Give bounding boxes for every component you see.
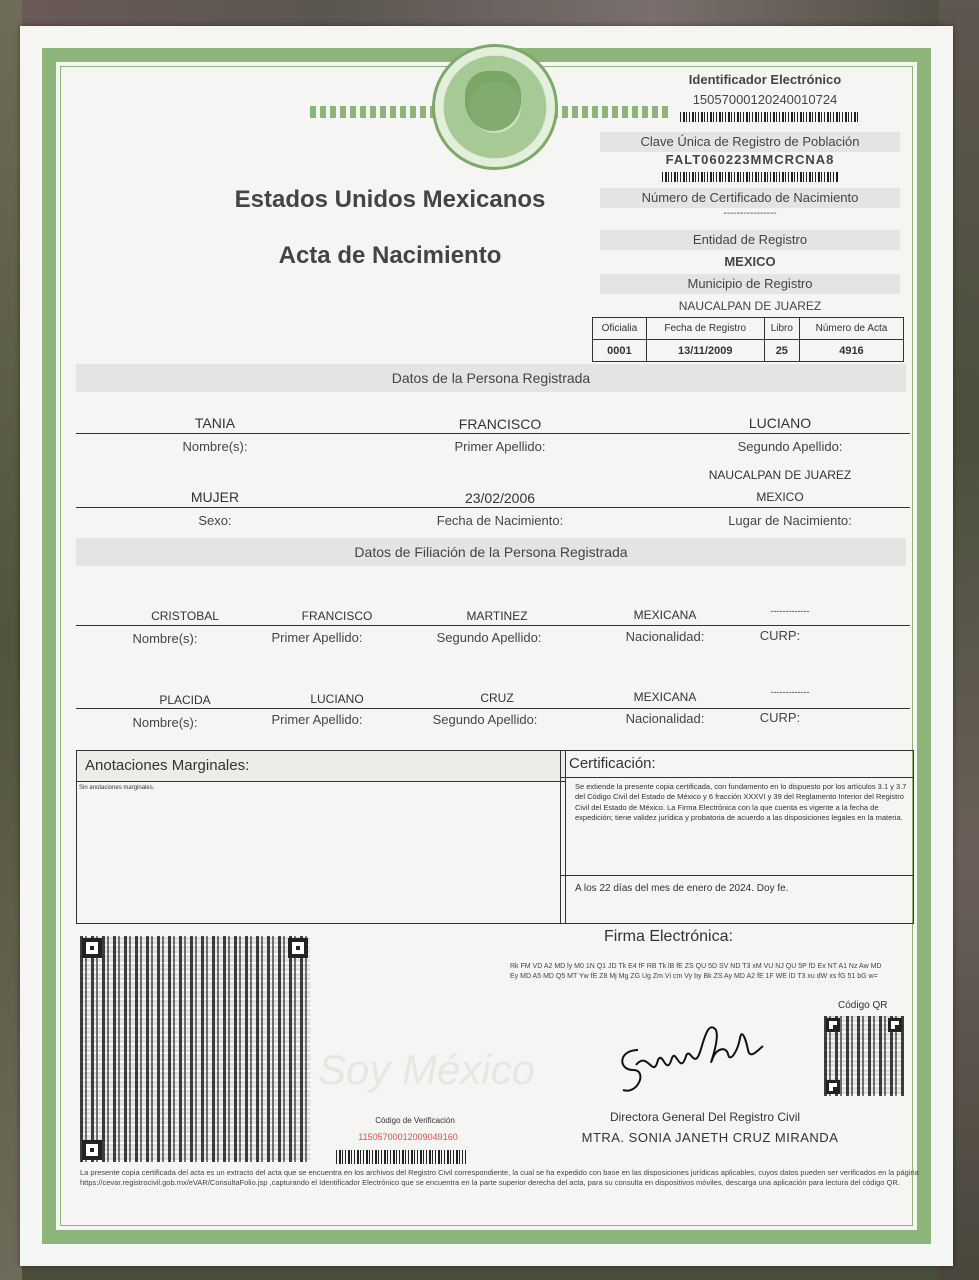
parent2-curp: ------------- [770,687,810,697]
parent1-first-surname: FRANCISCO [301,609,373,623]
parent1-second-surname: MARTINEZ [466,609,528,623]
certification-divider [561,875,913,876]
footer-legal-text: La presente copia certificada del acta es un extracto del acta que se encuentra en los archivos del Registro Civil correspondiente, la cual se ha expedido con base en las disposiciones jurídicas aplicables, cuyos datos pueden ser verificados en la página https://cevar.registrocivil.gob.mx/eVAR/ConsultaFolio.jsp ,capturando el Identificador Electrónico que se encuentra en la parte superior derecha del acta, para su consulta en dispositivos móviles, descarga una aplicación para lectura del código QR. [80,1168,919,1187]
parent2-first-label: Primer Apellido: [271,712,363,727]
annotations-box [76,750,566,924]
verification-barcode [336,1150,466,1164]
curp-label: Clave Única de Registro de Población [640,134,860,149]
person-second-surname-label: Segundo Apellido: [737,439,843,454]
person-sex: MUJER [190,489,240,505]
parent1-name-label: Nombre(s): [132,631,198,646]
annotations-text: Sin anotaciones marginales. [79,785,155,791]
person-birth-date: 23/02/2006 [464,490,536,506]
registry-fecha: 13/11/2009 [646,340,764,362]
annotations-title: Anotaciones Marginales: [77,751,565,782]
person-line-2 [76,507,910,508]
electronic-id-label: Identificador Electrónico [688,72,842,87]
watermark: Soy México [318,1046,536,1093]
cert-number-value: ---------------- [723,208,777,219]
document-title: Acta de Nacimiento [278,242,502,269]
parent1-second-label: Segundo Apellido: [436,630,542,645]
person-second-surname: LUCIANO [748,415,812,431]
person-sex-label: Sexo: [198,513,232,528]
electronic-signature-string: Rk FM VD A2 MD ly M0 1N Q1 JD Tk E4 fF RB Tk lB fE ZS QU 5D SV ND T3 xM VU NJ QU 5P fD Ex NT A1 Nz Aw MD Ey MD A5 MD Q5 MT Yw fE Z8 Mj Mg ZG Ug Zm Vi cm Vy by Bk ZS Ay MD A2 fE 1F WE lD T3 xu dW xs fG 51 bG w= [510,963,882,980]
certification-text: Se extiende la presente copia certificada, con fundamento en lo dispuesto por los artículos 3.1 y 3.7 del Código Civil del Estado de México y 6 fracción XXXVI y 39 del Reglamento Interior del Registro Civil del Estado de México. La Firma Electrónica con la que cuenta es vigente a la fecha de expedición; tiene validez jurídica y probatoria de acuerdo a las disposiciones legales en la materia. [575,782,907,823]
entity-value: MEXICO [724,254,776,269]
handwritten-signature [608,1010,768,1100]
electronic-id-barcode [680,112,860,122]
registry-table [592,317,904,362]
cert-number-label: Número de Certificado de Nacimiento [641,190,859,205]
parent2-second-label: Segundo Apellido: [432,712,538,727]
person-section-title: Datos de la Persona Registrada [76,364,906,392]
person-first-surname-label: Primer Apellido: [454,439,546,454]
greek-frieze-right [542,106,672,118]
electronic-id-value: 15057000120240010724 [692,92,838,107]
director-name: MTRA. SONIA JANETH CRUZ MIRANDA [581,1130,839,1145]
parent2-name-label: Nombre(s): [132,715,198,730]
birth-place-line2: MEXICO [756,490,804,504]
certification-title: Certificación: [561,751,913,778]
parent1-nationality-label: Nacionalidad: [625,629,705,644]
registry-header-fecha: Fecha de Registro [646,318,764,340]
parent2-second-surname: CRUZ [480,691,514,705]
parent1-curp: ------------- [770,606,810,616]
registry-header-libro: Libro [764,318,799,340]
curp-value: FALT060223MMCRCNA8 [665,152,835,167]
curp-barcode [662,172,838,182]
qr-label: Código QR [838,1000,888,1011]
certification-box [560,750,914,924]
parent2-nationality: MEXICANA [633,690,697,704]
person-birth-date-label: Fecha de Nacimiento: [436,513,564,528]
background-left [0,0,22,1280]
parent2-curp-label: CURP: [759,710,801,725]
person-birth-place-label: Lugar de Nacimiento: [728,513,852,528]
registry-oficialia: 0001 [593,340,647,362]
small-qr-code [824,1016,904,1096]
national-coat-of-arms-seal-icon [432,44,558,170]
filiation-section-title: Datos de Filiación de la Persona Registrada [76,538,906,566]
registry-acta: 4916 [799,340,903,362]
person-line-1 [76,433,910,434]
municipio-label: Municipio de Registro [687,276,813,291]
birth-place-line1: NAUCALPAN DE JUAREZ [708,468,852,482]
verification-code-label: Código de Verificación [375,1116,455,1125]
parent2-line [76,708,910,709]
director-role: Directora General Del Registro Civil [609,1110,801,1124]
parent1-line [76,625,910,626]
verification-code: 11505700012009049160 [358,1132,458,1142]
person-first-surname: FRANCISCO [458,416,542,432]
registry-header-oficialia: Oficialia [593,318,647,340]
person-name-label: Nombre(s): [182,439,248,454]
parent1-first-label: Primer Apellido: [271,630,363,645]
registry-libro: 25 [764,340,799,362]
parent1-curp-label: CURP: [759,628,801,643]
parent1-nationality: MEXICANA [633,608,697,622]
parent2-name: PLACIDA [159,693,211,707]
municipio-value: NAUCALPAN DE JUAREZ [678,299,822,313]
certification-date: A los 22 días del mes de enero de 2024. Doy fe. [575,883,789,894]
country-title: Estados Unidos Mexicanos [234,186,546,213]
parent1-name: CRISTOBAL [151,609,219,623]
verification-qr-code [80,936,310,1162]
person-name: TANIA [194,415,236,431]
birth-certificate-paper [20,26,953,1266]
electronic-signature-title: Firma Electrónica: [604,928,733,945]
greek-frieze-left [310,106,440,118]
entity-label: Entidad de Registro [692,232,808,247]
parent2-first-surname: LUCIANO [310,692,364,706]
parent2-nationality-label: Nacionalidad: [625,711,705,726]
registry-header-acta: Número de Acta [799,318,903,340]
